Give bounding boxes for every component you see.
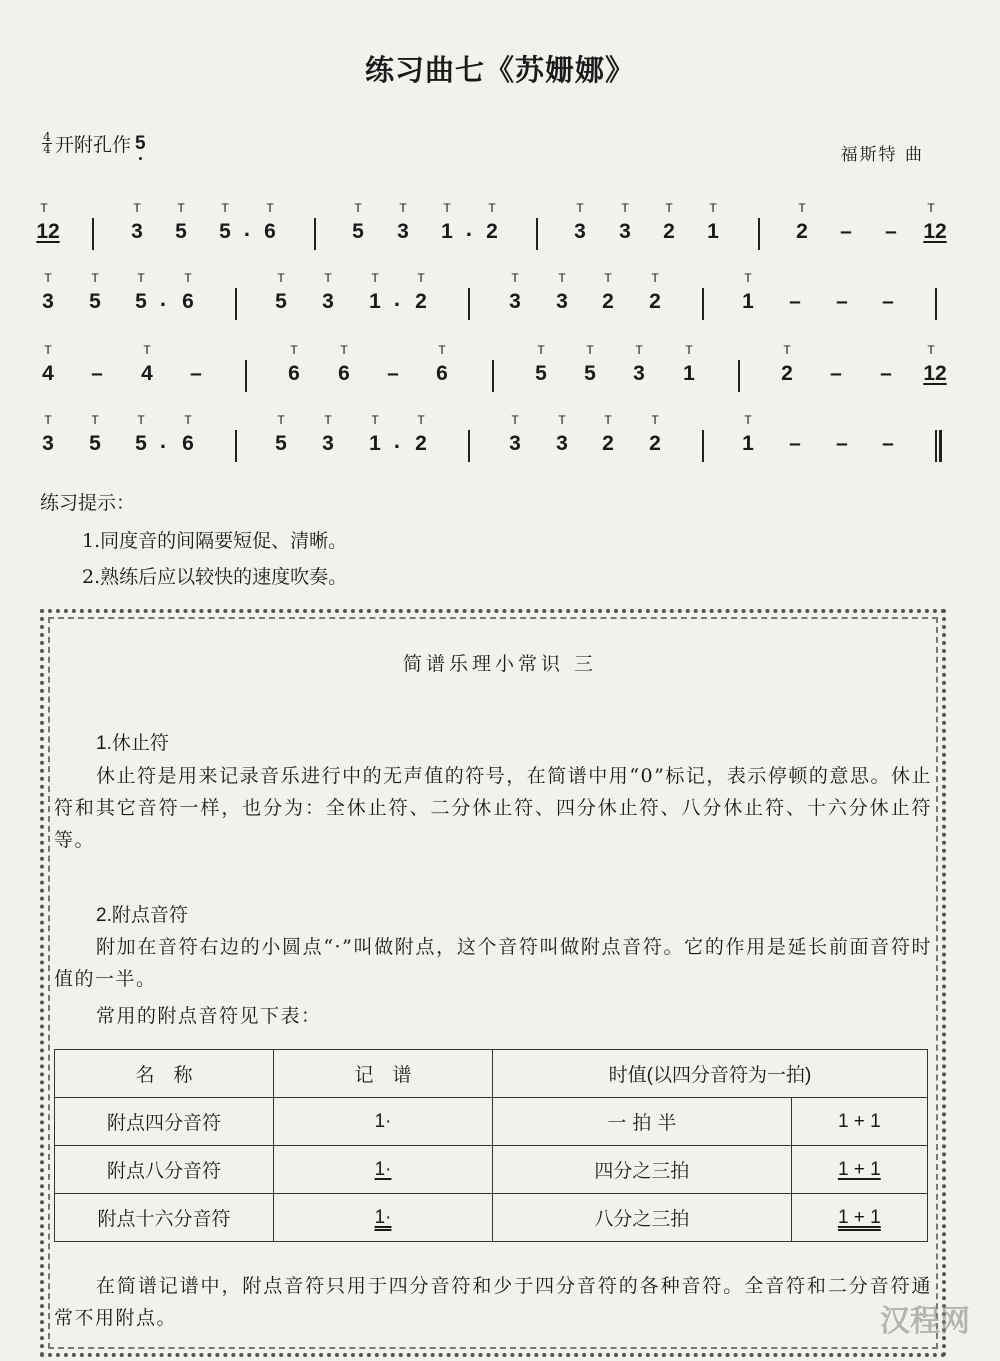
- note: T 4: [134, 362, 160, 386]
- dash-sustain: –: [882, 290, 894, 313]
- tip-item: 2.熟练后应以较快的速度吹奏。: [82, 566, 348, 588]
- note: T 3: [124, 220, 150, 244]
- barline: [235, 288, 237, 320]
- note: T 3: [35, 290, 61, 314]
- tip-item: 1.同度音的间隔要短促、清晰。: [82, 530, 348, 552]
- note: T 2: [408, 432, 434, 456]
- note: T 6: [175, 290, 201, 314]
- note: T 5 .: [128, 432, 154, 456]
- note: T 6: [257, 220, 283, 244]
- page-title: 练习曲七《苏姗娜》: [364, 53, 635, 87]
- row-notation: 1·: [274, 1194, 493, 1242]
- barline: [702, 430, 704, 462]
- section-text: 附加在音符右边的小圆点“·”叫做附点，这个音符叫做附点音符。它的作用是延长前面音符时值的一半。: [54, 936, 932, 990]
- note: T 6: [331, 362, 357, 386]
- row-name: 附点十六分音符: [55, 1194, 274, 1242]
- row-formula: 1 + 1: [791, 1098, 927, 1146]
- note: T 3: [35, 432, 61, 456]
- note: T 2: [408, 290, 434, 314]
- note: T 2: [642, 290, 668, 314]
- note: T 4: [35, 362, 61, 386]
- note: T 3: [549, 290, 575, 314]
- note: T 5: [528, 362, 554, 386]
- dash-sustain: –: [836, 432, 848, 455]
- row-name: 附点四分音符: [55, 1098, 274, 1146]
- note: T 12: [31, 220, 65, 244]
- composer: 福斯特 曲: [840, 145, 924, 165]
- table-row: [55, 1146, 928, 1194]
- barline: [468, 430, 470, 462]
- note: T 5: [268, 290, 294, 314]
- note: T 6: [429, 362, 455, 386]
- key-signature: [42, 130, 146, 157]
- row-duration: 四分之三拍: [493, 1146, 792, 1194]
- header-notation: 记 谱: [274, 1050, 493, 1098]
- note: T 3: [315, 432, 341, 456]
- table-header-row: [55, 1050, 928, 1098]
- note: T 3: [390, 220, 416, 244]
- note: T 1 .: [362, 432, 388, 456]
- score-row-4: [0, 412, 1000, 492]
- note: T 2: [774, 362, 800, 386]
- barline: [492, 360, 494, 392]
- note: T 5: [268, 432, 294, 456]
- dash-sustain: –: [882, 432, 894, 455]
- dash-sustain: –: [387, 362, 399, 385]
- row-formula: 1 + 1: [791, 1146, 927, 1194]
- final-barline: [935, 430, 942, 462]
- note: T 2: [595, 290, 621, 314]
- box-title: 简谱乐理小常识 三: [402, 653, 598, 675]
- note: T 3: [502, 432, 528, 456]
- note: T 3: [612, 220, 638, 244]
- barline: [245, 360, 247, 392]
- barline: [935, 288, 937, 320]
- note: T 1 .: [362, 290, 388, 314]
- note: T 12: [918, 220, 952, 244]
- header-name: 名 称: [55, 1050, 274, 1098]
- key-label: 开附孔作: [55, 134, 132, 156]
- table-row: [55, 1098, 928, 1146]
- note: T 3: [549, 432, 575, 456]
- barline: [92, 218, 94, 250]
- dash-sustain: –: [190, 362, 202, 385]
- barline: [738, 360, 740, 392]
- dash-sustain: –: [885, 220, 897, 243]
- row-name: 附点八分音符: [55, 1146, 274, 1194]
- row-duration: 八分之三拍: [493, 1194, 792, 1242]
- section-text: 休止符是用来记录音乐进行中的无声值的符号，在简谱中用“0”标记，表示停顿的意思。休止符和其它音符一样，也分为：全休止符、二分休止符、四分休止符、八分休止符、十六分休止符等。: [54, 765, 932, 851]
- dash-sustain: –: [830, 362, 842, 385]
- section-title: 1.休止符: [96, 733, 169, 754]
- note: T 5 .: [128, 290, 154, 314]
- note: T 12: [918, 362, 952, 386]
- note: T 2: [656, 220, 682, 244]
- dash-sustain: –: [836, 290, 848, 313]
- note: T 3: [567, 220, 593, 244]
- tips-heading: 练习提示：: [40, 492, 136, 514]
- dash-sustain: –: [91, 362, 103, 385]
- note: T 2: [789, 220, 815, 244]
- row-notation: 1·: [274, 1146, 493, 1194]
- note: T 5: [345, 220, 371, 244]
- note: T 1: [700, 220, 726, 244]
- note: T 5: [168, 220, 194, 244]
- watermark-logo: 汉程网: [880, 1305, 970, 1338]
- note: T 2: [642, 432, 668, 456]
- fingering-note: 5: [135, 132, 146, 154]
- dash-sustain: –: [880, 362, 892, 385]
- header-duration: 时值(以四分音符为一拍): [493, 1050, 928, 1098]
- time-signature: $\frac{4}{4}$: [43, 130, 51, 156]
- note: T 6: [281, 362, 307, 386]
- note: T 1: [735, 432, 761, 456]
- note: T 5 .: [212, 220, 238, 244]
- row-duration: 一 拍 半: [493, 1098, 792, 1146]
- section-title: 2.附点音符: [96, 905, 188, 926]
- closing-text: 在简谱记谱中，附点音符只用于四分音符和少于四分音符的各种音符。全音符和二分音符通常不用附点。: [54, 1275, 932, 1329]
- dash-sustain: –: [789, 432, 801, 455]
- dotted-note-table: [54, 1049, 928, 1242]
- barline: [702, 288, 704, 320]
- barline: [536, 218, 538, 250]
- table-intro: 常用的附点音符见下表：: [96, 1005, 322, 1027]
- note: T 3: [502, 290, 528, 314]
- dash-sustain: –: [840, 220, 852, 243]
- dash-sustain: –: [789, 290, 801, 313]
- note: T 5: [82, 290, 108, 314]
- table-row: [55, 1194, 928, 1242]
- note: T 6: [175, 432, 201, 456]
- row-notation: 1·: [274, 1098, 493, 1146]
- note: T 5: [577, 362, 603, 386]
- note: T 1 .: [434, 220, 460, 244]
- barline: [235, 430, 237, 462]
- note: T 5: [82, 432, 108, 456]
- barline: [468, 288, 470, 320]
- note: T 3: [315, 290, 341, 314]
- note: T 2: [595, 432, 621, 456]
- note: T 1: [735, 290, 761, 314]
- note: T 3: [626, 362, 652, 386]
- barline: [758, 218, 760, 250]
- note: T 1: [676, 362, 702, 386]
- note: T 2: [479, 220, 505, 244]
- barline: [314, 218, 316, 250]
- row-formula: 1 + 1: [791, 1194, 927, 1242]
